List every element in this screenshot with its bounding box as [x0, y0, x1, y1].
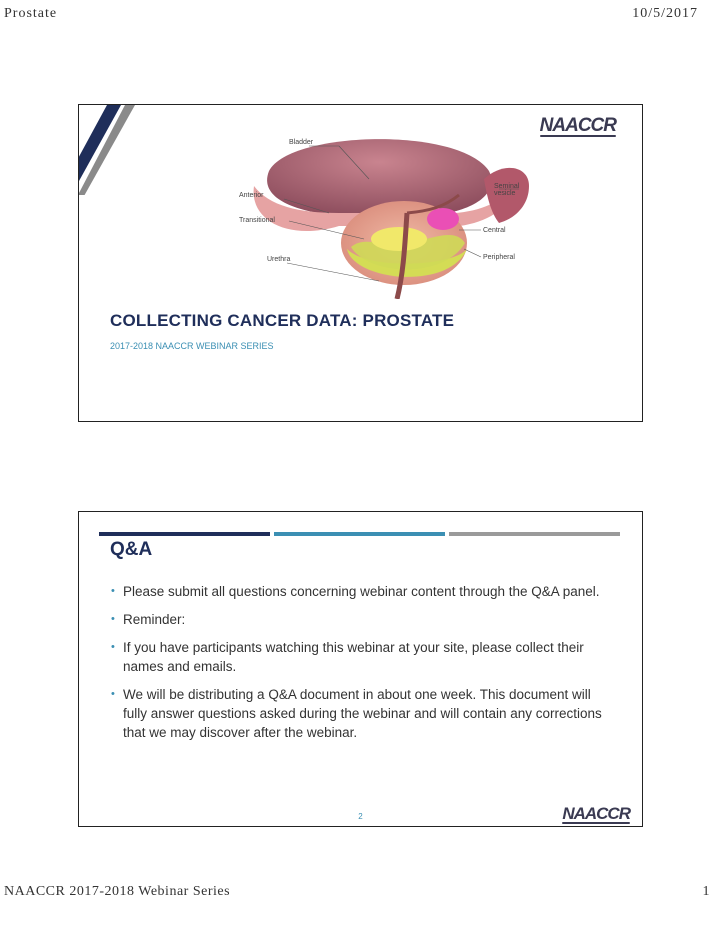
slide-qa [78, 511, 643, 827]
label-seminal-vesicle-2: vesicle [494, 190, 516, 197]
header-title: Prostate [4, 6, 58, 21]
label-anterior: Anterior [239, 192, 264, 199]
footer-page-number: 1 [702, 884, 710, 899]
label-transitional: Transitional [239, 217, 275, 224]
qa-bullet-list [111, 582, 611, 751]
header-date: 10/5/2017 [632, 6, 698, 21]
footer-series: NAACCR 2017-2018 Webinar Series [4, 884, 231, 899]
bullet-item: • We will be distributing a Q&A document in about one week. This document will fully answer questions asked during the webinar and will contain any corrections that we may discover after the webinar. [111, 685, 611, 742]
naaccr-logo: NAACCR [539, 115, 616, 136]
bullet-item: • Please submit all questions concerning webinar content through the Q&A panel. [111, 582, 611, 601]
label-urethra: Urethra [267, 256, 291, 263]
slide-title [78, 104, 643, 422]
qa-title: Q&A [110, 539, 153, 560]
naaccr-logo: NAACCR [562, 804, 630, 823]
slide-page-number: 2 [358, 812, 363, 821]
prostate-anatomy-illustration [229, 131, 539, 299]
bullet-item: • If you have participants watching this webinar at your site, please collect their names and emails. [111, 638, 611, 676]
bullet-item: • Reminder: [111, 610, 611, 629]
label-peripheral: Peripheral [483, 254, 515, 261]
label-central: Central [483, 227, 506, 234]
label-bladder: Bladder [289, 139, 314, 146]
corner-stripes-decoration [79, 105, 139, 195]
slide-main-title: COLLECTING CANCER DATA: PROSTATE [110, 311, 455, 330]
slide-subtitle: 2017-2018 NAACCR WEBINAR SERIES [110, 341, 274, 351]
label-seminal-vesicle-1: Seminal [494, 183, 520, 190]
